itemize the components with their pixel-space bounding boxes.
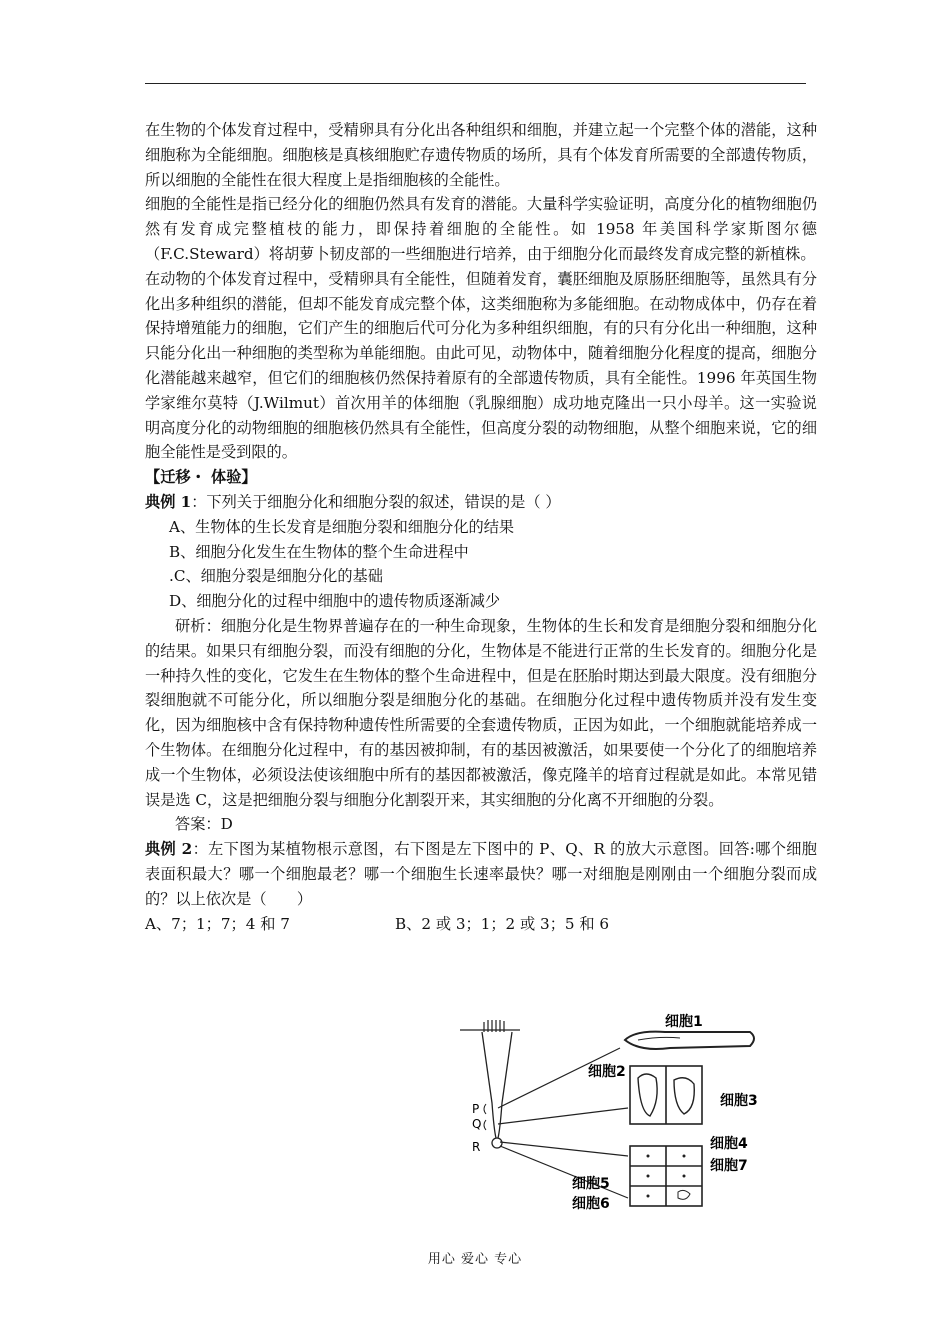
example1-answer: 答案：D <box>175 815 233 834</box>
root-cell-diagram <box>460 1008 790 1218</box>
example1-label: 典例 1 <box>145 492 192 511</box>
example2-label: 典例 2 <box>145 840 193 859</box>
example1-question-text: ：下列关于细胞分化和细胞分裂的叙述，错误的是（ ） <box>191 492 561 511</box>
label-R: R <box>472 1140 481 1154</box>
pq-brackets <box>484 1104 486 1130</box>
root-hairs <box>460 1020 520 1032</box>
example1-question <box>145 490 817 515</box>
cell2-shape <box>638 1074 657 1116</box>
page-footer: 用心 爱心 专心 <box>427 1252 523 1267</box>
cell1-nucleus <box>638 1037 680 1040</box>
cell6-label: 细胞6 <box>572 1196 610 1212</box>
example1-option-b: B、细胞分化发生在生物体的整个生命进程中 <box>169 542 469 561</box>
example2-question <box>145 837 817 911</box>
example1-option-d: D、细胞分化的过程中细胞中的遗传物质逐渐减少 <box>169 592 501 611</box>
cell2-label: 细胞2 <box>588 1064 626 1080</box>
cell7-label: 细胞7 <box>710 1158 748 1174</box>
cell3-label: 细胞3 <box>720 1093 758 1109</box>
example2-question-text: ：左下图为某植物根示意图，右下图是左下图中的 P、Q、R 的放大示意图。回答:哪个细胞表面积最大？哪一个细胞最老？哪一个细胞生长速率最快？哪一对细胞是刚刚由一个细胞分裂而成的？以上依次是（ ） <box>145 840 817 908</box>
document-body <box>145 118 817 936</box>
cell4-label: 细胞4 <box>710 1136 748 1152</box>
example2-option-b: B、2 或 3；1；2 或 3；5 和 6 <box>395 914 610 933</box>
example2-options <box>145 912 817 937</box>
cell5-label: 细胞5 <box>572 1176 610 1192</box>
label-P: P <box>472 1102 480 1116</box>
section-heading: 【迁移・ 体验】 <box>145 468 257 487</box>
example1-analysis: 研析：细胞分化是生物界普遍存在的一种生命现象，生物体的生长和发育是细胞分裂和细胞分化的结果。如果只有细胞分裂，而没有细胞的分化，生物体是不能进行正常的生长发育的。细胞分化是一种持久性的变化，它发生在生物体的整个生命进程中，但是在胚胎时期达到最大限度。没有细胞分裂细胞就不可能分化，所以细胞分裂是细胞分化的基础。在细胞分化过程中遗传物质并没有发生变化，因为细胞核中含有保持物种遗传性所需要的全套遗传物质，正因为如此，一个细胞就能培养成一个生物体。在细胞分化过程中，有的基因被抑制，有的基因被激活，如果要使一个分化了的细胞培养成一个生物体，必须设法使该细胞中所有的基因都被激活，像克隆羊的培育过程就是如此。本常见错误是选 C，这是把细胞分裂与细胞分化割裂开来，其实细胞的分化离不开细胞的分裂。 <box>145 616 817 809</box>
example1-option-a: A、生物体的生长发育是细胞分裂和细胞分化的结果 <box>169 517 515 536</box>
paragraph-2: 细胞的全能性是指已经分化的细胞仍然具有发育的潜能。大量科学实验证明，高度分化的植物细胞仍然有发育成完整植枝的能力，即保持着细胞的全能性。如 1958 年美国科学家斯图尔德（F.C.Steward）将胡萝卜韧皮部的一些细胞进行培养，由于细胞分化而最终发育成完整的新植株。 <box>145 195 817 263</box>
cell1-label: 细胞1 <box>665 1014 703 1030</box>
paragraph-3: 在动物的个体发育过程中，受精卵具有全能性，但随着发育，囊胚细胞及原肠胚细胞等，虽然具有分化出多种组织的潜能，但却不能发育成完整个体，这类细胞称为多能细胞。在动物成体中，仍存在着保持增殖能力的细胞，它们产生的细胞后代可分化为多种组织细胞，有的只有分化出一种细胞，这种只能分化出一种细胞的类型称为单能细胞。由此可见，动物体中，随着细胞分化程度的提高，细胞分化潜能越来越窄，但它们的细胞核仍然保持着原有的全部遗传物质，具有全能性。1996 年英国生物学家维尔莫特（J.Wilmut）首次用羊的体细胞（乳腺细胞）成功地克隆出一只小母羊。这一实验说明高度分化的动物细胞的细胞核仍然具有全能性，但高度分裂的动物细胞，从整个细胞来说，它的细胞全能性是受到限的。 <box>145 269 817 462</box>
header-rule <box>145 83 806 84</box>
root-outline <box>482 1032 512 1138</box>
cell1-shape <box>625 1032 754 1049</box>
cell3-shape <box>674 1078 694 1114</box>
example1-option-c: .C、细胞分裂是细胞分化的基础 <box>169 567 383 586</box>
cell7-dividing <box>678 1190 690 1199</box>
example2-option-a: A、7；1；7；4 和 7 <box>145 914 290 933</box>
label-Q: Q <box>472 1117 482 1131</box>
paragraph-1: 在生物的个体发育过程中，受精卵具有分化出各种组织和细胞，并建立起一个完整个体的潜能，这种细胞称为全能细胞。细胞核是真核细胞贮存遗传物质的场所，具有个体发育所需要的全部遗传物质，所以细胞的全能性在很大程度上是指细胞核的全能性。 <box>145 121 817 189</box>
